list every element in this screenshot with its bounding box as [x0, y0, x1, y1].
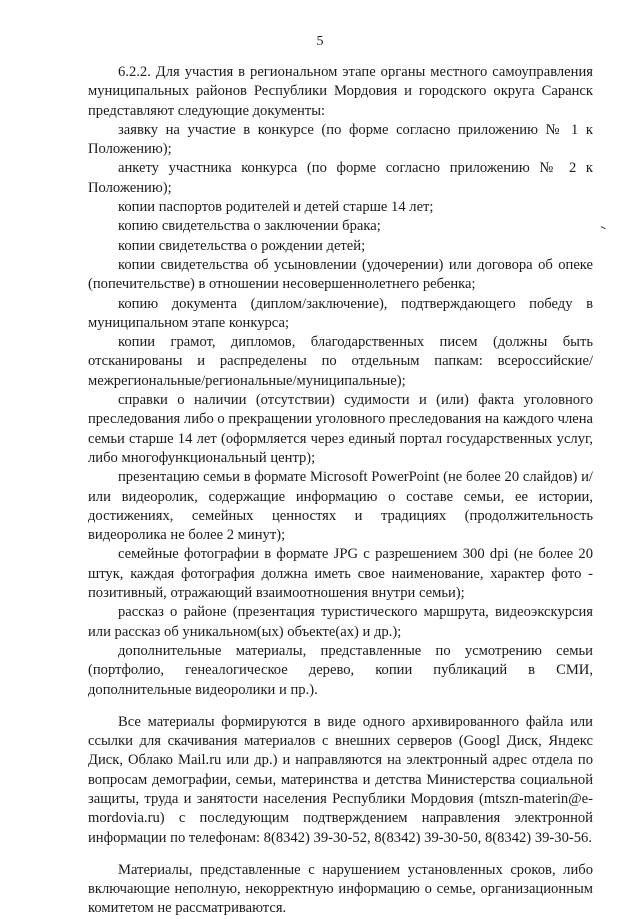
- paragraph-intro: 6.2.2. Для участия в региональном этапе органы местного самоуправления муниципальных районов Республики Мордовия и городского округа Саранск представляют следующие документы:: [88, 64, 593, 119]
- paragraph-list-item: анкету участника конкурса (по форме согласно приложению № 2 к Положению);: [88, 160, 593, 196]
- paragraph-list-item: копии свидетельства о рождении детей;: [118, 237, 366, 254]
- paragraph-list-item: справки о наличии (отсутствии) судимости и (или) факта уголовного преследования либо о прекращении уголовного преследования на каждого члена семьи старше 14 лет (оформляется через единый портал государственных услуг, либо многофункциональный центр);: [88, 392, 593, 466]
- scan-mark: [599, 226, 605, 232]
- paragraph-list-item: заявку на участие в конкурсе (по форме согласно приложению № 1 к Положению);: [88, 121, 593, 158]
- paragraph-list-item: рассказ о районе (презентация туристического маршрута, видеоэкскурсия или рассказ об уникальном(ых) объекте(ах) и др.);: [88, 604, 593, 640]
- paragraph-list-item: копию свидетельства о заключении брака;: [118, 218, 381, 235]
- paragraph-submission: Все материалы формируются в виде одного архивированного файла или ссылки для скачивания материалов с внешних серверов (Googl Диск, Яндекс Диск, Облако Mail.ru или др.) и направляются на электронный адрес отдела по вопросам демографии, семьи, материнства и детства Министерства социальной защиты, труда и занятости населения Республики Мордовия (mtszn-materin@e-mordovia.ru) с последующим подтверждением направления электронной информации по телефонам: 8(8342) 39-30-52, 8(8342) 39-30-50, 8(8342) 39-30-56.: [88, 713, 593, 846]
- paragraph-list-item: дополнительные материалы, представленные по усмотрению семьи (портфолио, генеалогическое дерево, копии публикаций в СМИ, дополнительные видеоролики и пр.).: [88, 642, 593, 698]
- paragraph-list-item: копии грамот, дипломов, благодарственных писем (должны быть отсканированы и распределены по отдельным папкам: всероссийские/межрегиональные/региональные/муниципальные);: [88, 334, 593, 389]
- paragraph-list-item: семейные фотографии в формате JPG с разрешением 300 dpi (не более 20 штук, каждая фотография должна иметь свое наименование, характер фото - позитивный, отражающий взаимоотношения внутри семьи);: [88, 546, 593, 602]
- document-body: [88, 63, 593, 919]
- paragraph-list-item: копии свидетельства об усыновлении (удочерении) или договора об опеке (попечительстве) в отношении несовершеннолетнего ребенка;: [88, 256, 593, 293]
- paragraph-rejection: Материалы, представленные с нарушением установленных сроков, либо включающие неполную, некорректную информацию о семье, организационным комитетом не рассматриваются.: [88, 861, 593, 917]
- paragraph-list-item: презентацию семьи в формате Microsoft PowerPoint (не более 20 слайдов) и/или видеоролик, содержащие информацию о составе семьи, ее истории, достижениях, семейных ценностях и традициях (продолжительность видеоролика не более 2 минут);: [88, 469, 593, 544]
- paragraph-list-item: копии паспортов родителей и детей старше 14 лет;: [118, 199, 434, 216]
- paragraph-list-item: копию документа (диплом/заключение), подтверждающего победу в муниципальном этапе конкурса;: [88, 295, 593, 331]
- page-number: 5: [316, 34, 324, 49]
